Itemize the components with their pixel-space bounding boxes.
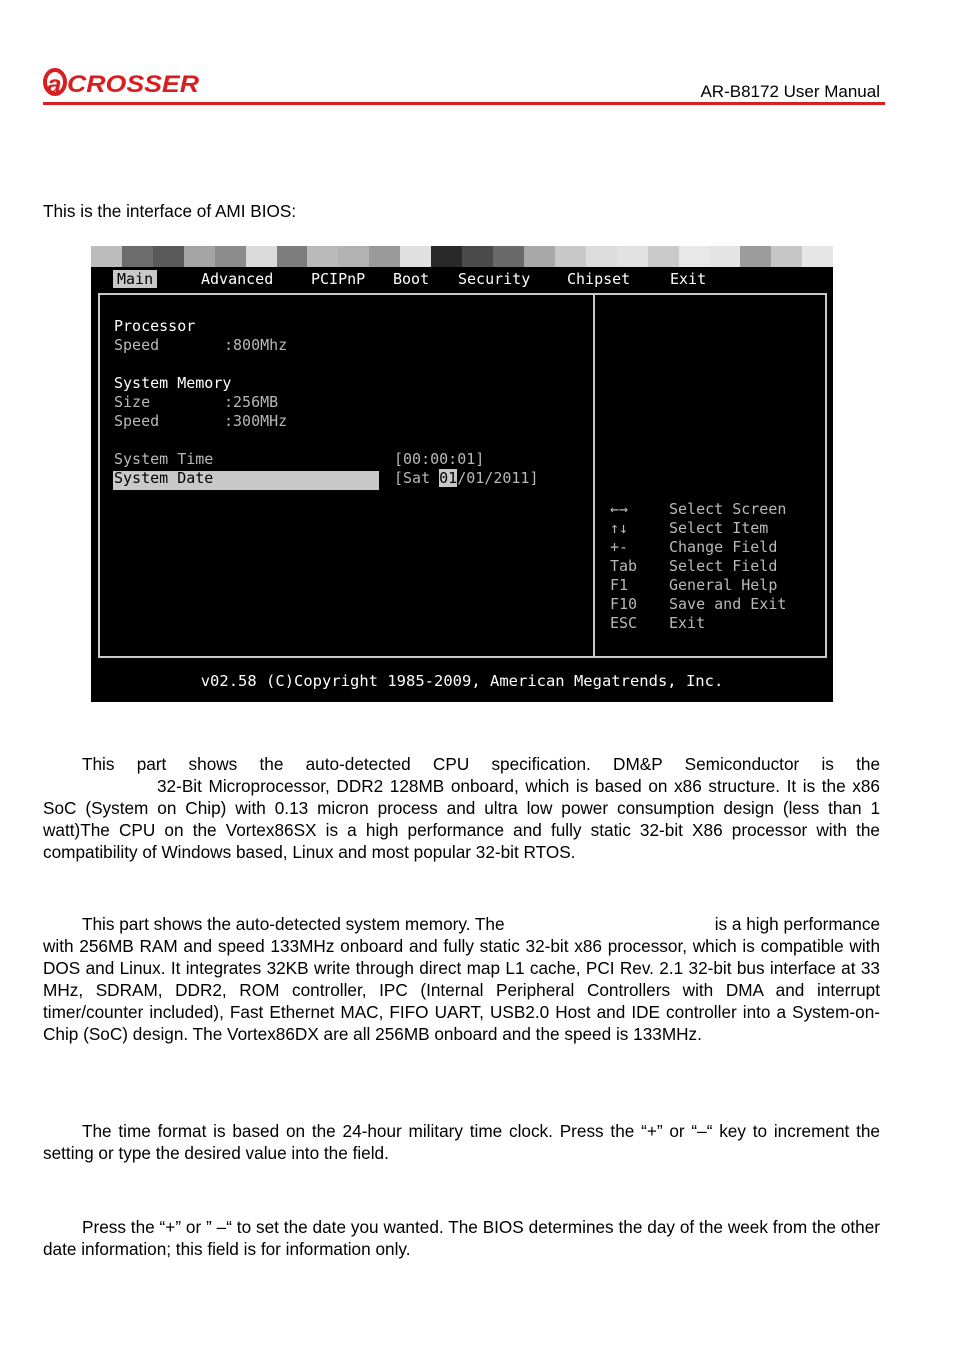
menu-security[interactable]: Security — [458, 270, 531, 288]
memory-paragraph — [43, 913, 880, 1045]
memory-body: with 256MB RAM and speed 133MHz onboard and fully static 32-bit x86 processor, which is compatible with DOS and Linux. It integrates 32KB write through direct map L1 cache, PCI Rev. 2.1 32-bit bus interface at 33 MHz, SDRAM, DDR2, ROM controller, IPC (Internal Peripheral Controllers with DMA and interrupt timer/counter included), Fast Ethernet MAC, FIFO UART, USB2.0 Host and IDE controller into a System-on-Chip (SoC) design. The Vortex86DX are all 256MB onboard and the speed is 133MHz. — [43, 936, 880, 1044]
intro-text: This is the interface of AMI BIOS: — [43, 201, 297, 221]
header-rule — [43, 102, 885, 105]
mem-size-label: Size — [114, 393, 151, 411]
cpu-speed-value: :800Mhz — [224, 336, 288, 354]
menu-main[interactable]: Main — [113, 270, 157, 288]
key-action: Select Field — [669, 557, 778, 575]
processor-heading: Processor — [114, 317, 196, 335]
menu-pcipnp[interactable]: PCIPnP — [311, 270, 366, 288]
system-time-label[interactable]: System Time — [114, 450, 214, 468]
processor-first-line: This part shows the auto-detected CPU specification. DM&P Semiconductor is the — [82, 754, 880, 774]
key-action: Exit — [669, 614, 706, 632]
key-plus-minus: +- — [610, 538, 629, 556]
mem-speed-label: Speed — [114, 412, 160, 430]
date-paragraph — [43, 1216, 880, 1260]
time-paragraph — [43, 1120, 880, 1164]
memory-first-b: is a high performance — [714, 914, 880, 934]
key-arrows-ud: ↑↓ — [610, 519, 629, 537]
menu-chipset[interactable]: Chipset — [567, 270, 631, 288]
bios-panel-divider — [593, 293, 595, 658]
system-date-value[interactable] — [394, 469, 539, 487]
key-arrows-lr: ←→ — [610, 500, 629, 518]
key-esc: ESC — [610, 614, 638, 632]
system-date-label[interactable]: System Date — [114, 469, 214, 487]
menu-exit[interactable]: Exit — [670, 270, 707, 288]
key-action: General Help — [669, 576, 778, 594]
processor-body: 32-Bit Microprocessor, DDR2 128MB onboard, which is based on x86 structure. It is the x86 SoC (System on Chip) with 0.13 micron process and ultra low power consumption design (less than 1 watt)The CPU on the Vortex86SX is a high performance and fully static 32-bit X86 processor with the compatibility of Windows based, Linux and most popular 32-bit RTOS. — [43, 776, 880, 862]
svg-text:a: a — [47, 69, 62, 98]
date-prefix: [Sat — [394, 469, 440, 487]
key-action: Change Field — [669, 538, 778, 556]
date-suffix: /01/2011] — [457, 469, 539, 487]
key-f10: F10 — [610, 595, 638, 613]
bios-menu-bar — [91, 267, 833, 291]
key-f1: F1 — [610, 576, 629, 594]
mem-size-value: :256MB — [224, 393, 279, 411]
key-action: Select Screen — [669, 500, 787, 518]
mem-speed-value: :300MHz — [224, 412, 288, 430]
processor-paragraph — [43, 753, 880, 863]
menu-advanced[interactable]: Advanced — [201, 270, 274, 288]
manual-title: AR-B8172 User Manual — [700, 82, 880, 101]
date-day-highlight[interactable]: 01 — [439, 469, 458, 487]
acrosser-logo — [43, 66, 203, 98]
bios-copyright: v02.58 (C)Copyright 1985-2009, American Megatrends, Inc. — [200, 672, 724, 690]
memory-heading: System Memory — [114, 374, 232, 392]
menu-boot[interactable]: Boot — [393, 270, 430, 288]
key-action: Save and Exit — [669, 595, 787, 613]
bios-screen — [91, 246, 833, 702]
svg-text:CROSSER: CROSSER — [67, 71, 200, 98]
bios-title-strip — [91, 246, 833, 267]
cpu-speed-label: Speed — [114, 336, 160, 354]
system-time-value[interactable]: [00:00:01] — [394, 450, 485, 468]
memory-first-a: This part shows the auto-detected system memory. The — [82, 914, 505, 934]
date-text: Press the “+” or ” –“ to set the date you wanted. The BIOS determines the day of the week from the other date information; this field is for information only. — [43, 1217, 880, 1259]
key-action: Select Item — [669, 519, 769, 537]
time-text: The time format is based on the 24-hour military time clock. Press the “+” or “–“ key to increment the setting or type the desired value into the field. — [43, 1121, 880, 1163]
key-tab: Tab — [610, 557, 638, 575]
